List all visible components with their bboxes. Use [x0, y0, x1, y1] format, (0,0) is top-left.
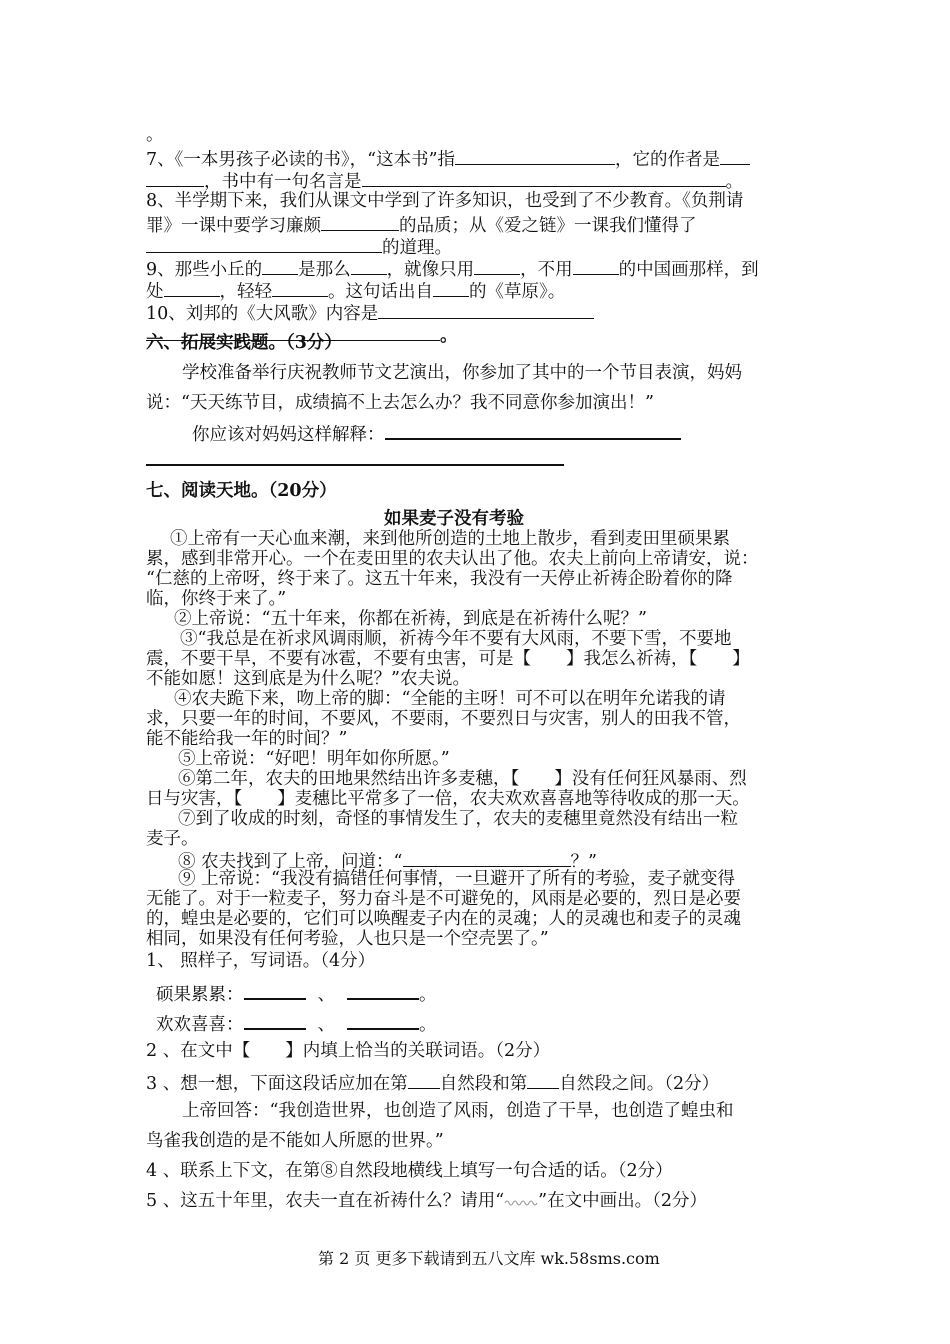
blank-farmer-question[interactable]: [403, 848, 571, 867]
passage-line: ④农夫跪下来，吻上帝的脚：“全能的主呀！可不可以在明年允诺我的请: [174, 689, 726, 709]
stray-mark: 。: [146, 125, 164, 145]
blank-author-start[interactable]: [720, 146, 750, 165]
question-7: 7、《一本男孩子必读的书》，“这本书”指 ，它的作者是: [146, 146, 750, 171]
passage-line: 日与灾害，【 】麦穗比平常多了一倍，农夫欢欢喜喜地等待收成的那一天。: [146, 789, 750, 809]
blank-quote[interactable]: [362, 168, 726, 187]
wavy-underline-icon: [504, 1197, 538, 1207]
blank-word-2a[interactable]: [244, 1010, 306, 1030]
blank-word-2b[interactable]: [347, 1010, 419, 1030]
reading-question-3: 3 、想一想，下面这段话应加在第 自然段和第 自然段之间。（2分）: [146, 1070, 719, 1095]
blank-9-6[interactable]: [272, 278, 328, 297]
question-8: 8、半学期下来，我们从课文中学到了许多知识，也受到了不少教育。《负荆请: [146, 191, 744, 211]
section-6-heading: 六、拓展实践题。（3分）: [146, 333, 342, 353]
passage-title: 如果麦子没有考验: [384, 509, 524, 529]
blank-lianpo-quality[interactable]: [321, 212, 399, 231]
blank-paragraph-b[interactable]: [527, 1070, 559, 1089]
passage-line: ③“我总是在祈求风调雨顺，祈祷今年不要有大风雨，不要下雪，不要地: [180, 629, 732, 649]
reading-question-5: 5 、这五十年里，农夫一直在祈祷什么？请用“ ”在文中画出。（2分）: [146, 1191, 707, 1211]
inserted-paragraph-line-1: 上帝回答：“我创造世界，也创造了风雨，创造了干旱，也创造了蝗虫和: [182, 1101, 734, 1121]
passage-line: 无能了。对于一粒麦子，努力奋斗是不可避免的，风雨是必要的，烈日是必要: [146, 889, 741, 909]
passage-line: ①上帝有一天心血来潮，来到他所创造的土地上散步，看到麦田里硕果累: [170, 529, 730, 549]
blank-9-3[interactable]: [474, 256, 520, 275]
blank-dafengge-1[interactable]: [378, 300, 594, 319]
blank-9-7[interactable]: [433, 278, 469, 297]
blank-9-2[interactable]: [351, 256, 387, 275]
answer-line-1[interactable]: [385, 420, 681, 440]
question-8-cont2: 的道理。: [146, 234, 452, 259]
passage-line: 累，感到非常开心。一个在麦田里的农夫认出了他。农夫上前向上帝请安，说：: [146, 549, 759, 569]
passage-line: 不能如愿！这到底是为什么呢？”农夫说。: [146, 669, 470, 689]
question-9: 9、那些小丘的 是那么 ，就像只用 ，不用 的中国画那样，到: [146, 256, 759, 281]
passage-line: 震，不要干旱，不要有冰雹，不要有虫害，可是【 】我怎么祈祷，【 】: [146, 649, 750, 669]
section-6-paragraph-2: 说：“天天练节目，成绩搞不上去怎么办？我不同意你参加演出！”: [146, 393, 654, 413]
word-row-1: 硕果累累： 、 。: [156, 980, 437, 1006]
page-footer: 第 2 页 更多下载请到五八文库 wk.58sms.com: [318, 1249, 660, 1268]
blank-paragraph-a[interactable]: [408, 1070, 440, 1089]
section-6-prompt: 你应该对妈妈这样解释：: [192, 420, 681, 446]
answer-line-2-row: [146, 446, 564, 472]
question-9-cont: 处 ，轻轻 。这句话出自 的《草原》。: [146, 278, 565, 303]
blank-9-1[interactable]: [262, 256, 298, 275]
passage-line: 麦子。: [146, 829, 199, 849]
passage-line: 相同，如果没有任何考验，人也只是一个空壳罢了。”: [146, 929, 549, 949]
passage-line: “仁慈的上帝呀，终于来了。这五十年来，我没有一天停止祈祷企盼着你的降: [146, 569, 733, 589]
question-10: 10、刘邦的《大风歌》内容是: [146, 300, 594, 325]
blank-book-reference[interactable]: [455, 146, 615, 165]
passage-line: ⑨ 上帝说：“我没有搞错任何事情，一旦避开了所有的考验，麦子就变得: [178, 869, 736, 889]
section-6-paragraph-1: 学校准备举行庆祝教师节文艺演出，你参加了其中的一个节目表演，妈妈: [182, 363, 742, 383]
passage-line: 能不能给我一年的时间？”: [146, 729, 348, 749]
answer-line-2[interactable]: [146, 446, 564, 466]
word-row-2: 欢欢喜喜： 、 。: [156, 1010, 437, 1036]
passage-line: ⑥第二年，农夫的田地果然结出许多麦穗，【 】没有任何狂风暴雨、烈: [178, 769, 747, 789]
blank-love-chain[interactable]: [146, 234, 382, 253]
blank-author-end[interactable]: [146, 168, 204, 187]
question-10-cont: 。: [146, 322, 458, 347]
section-7-heading: 七、阅读天地。（20分）: [146, 481, 337, 501]
passage-line: 求，只要一年的时间，不要风，不要雨，不要烈日与灾害，别人的田我不管，: [146, 709, 741, 729]
passage-line-8: ⑧ 农夫找到了上帝，问道：“ ？”: [178, 848, 597, 873]
question-8-cont: 罪》一课中要学习廉颇 的品质；从《爱之链》一课我们懂得了: [146, 212, 697, 237]
passage-line: ⑦到了收成的时刻，奇怪的事情发生了，农夫的麦穗里竟然没有结出一粒: [178, 809, 738, 829]
inserted-paragraph-line-2: 鸟雀我创造的是不能如人所愿的世界。”: [146, 1131, 444, 1151]
passage-line: ②上帝说：“五十年来，你都在祈祷，到底是在祈祷什么呢？”: [174, 609, 647, 629]
reading-question-1: 1、 照样子，写词语。（4分）: [146, 951, 376, 971]
passage-line: 的，蝗虫是必要的，它们可以唤醒麦子内在的灵魂；人的灵魂也和麦子的灵魂: [146, 909, 741, 929]
reading-question-2: 2 、在文中【 】内填上恰当的关联词语。（2分）: [146, 1041, 551, 1061]
reading-question-4: 4 、联系上下文，在第⑧自然段地横线上填写一句合适的话。（2分）: [146, 1161, 673, 1181]
blank-9-5[interactable]: [164, 278, 220, 297]
blank-9-4[interactable]: [573, 256, 619, 275]
blank-word-1b[interactable]: [347, 980, 419, 1000]
passage-line: 临，你终于来了。”: [146, 589, 287, 609]
passage-line: ⑤上帝说：“好吧！明年如你所愿。”: [178, 749, 450, 769]
question-7-cont: ，书中有一句名言是 。: [146, 168, 743, 193]
blank-word-1a[interactable]: [244, 980, 306, 1000]
